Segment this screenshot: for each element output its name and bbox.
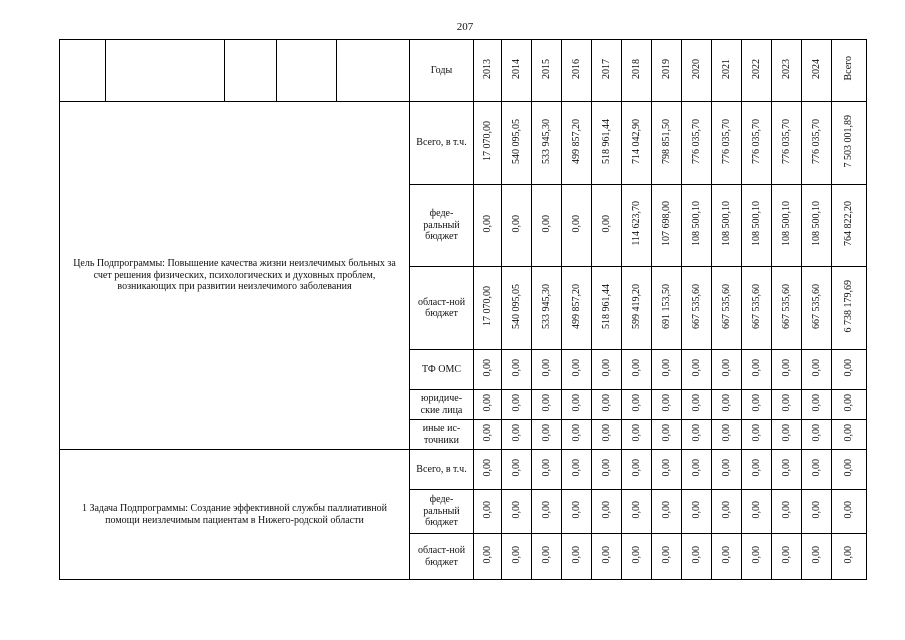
value-cell — [742, 102, 772, 185]
budget-table — [59, 39, 867, 580]
value-text: 0,00 — [843, 546, 854, 564]
value-text: 0,00 — [540, 546, 552, 564]
header-blank-cell — [106, 40, 225, 102]
funding-source: феде-ральный бюджет — [410, 185, 474, 267]
value-text: 0,00 — [690, 359, 702, 377]
value-text: 0,00 — [630, 459, 642, 477]
value-cell — [502, 390, 532, 420]
value-text: 0,00 — [843, 359, 854, 377]
value-cell — [712, 534, 742, 580]
data-row — [60, 102, 867, 185]
value-cell — [802, 185, 832, 267]
value-text: 776 035,70 — [720, 118, 732, 164]
year-label: 2024 — [810, 58, 822, 79]
value-text: 499 857,20 — [570, 283, 582, 329]
value-cell — [742, 534, 772, 580]
value-cell — [772, 350, 802, 390]
value-text: 0,00 — [810, 424, 822, 442]
year-label: 2015 — [540, 58, 552, 79]
year-label: 2017 — [600, 58, 612, 79]
value-text: 0,00 — [690, 501, 702, 519]
value-text: 0,00 — [630, 424, 642, 442]
value-cell — [682, 450, 712, 490]
value-cell — [502, 534, 532, 580]
value-text: 0,00 — [570, 424, 582, 442]
value-text: 0,00 — [481, 394, 493, 412]
value-cell — [592, 420, 622, 450]
value-text: 0,00 — [630, 394, 642, 412]
value-cell — [742, 267, 772, 350]
value-text: 107 698,00 — [660, 201, 672, 247]
value-cell — [742, 450, 772, 490]
value-cell — [832, 450, 867, 490]
value-cell — [652, 185, 682, 267]
value-text: 0,00 — [780, 546, 792, 564]
funding-source: Всего, в т.ч. — [410, 102, 474, 185]
value-text: 0,00 — [780, 501, 792, 519]
value-text: 0,00 — [810, 501, 822, 519]
funding-source: ТФ ОМС — [410, 350, 474, 390]
value-text: 599 419,20 — [630, 283, 642, 329]
value-cell — [802, 490, 832, 534]
value-text: 0,00 — [510, 424, 522, 442]
value-cell — [712, 420, 742, 450]
value-text: 0,00 — [600, 394, 612, 412]
value-cell — [532, 490, 562, 534]
value-cell — [562, 350, 592, 390]
header-blank-cell — [337, 40, 410, 102]
value-cell — [532, 450, 562, 490]
year-label: Всего — [843, 56, 854, 82]
value-cell — [502, 350, 532, 390]
funding-source: област-ной бюджет — [410, 534, 474, 580]
value-cell — [592, 534, 622, 580]
value-cell — [592, 267, 622, 350]
value-cell — [682, 350, 712, 390]
value-cell — [682, 420, 712, 450]
value-text: 0,00 — [481, 546, 493, 564]
years-label: Годы — [410, 40, 474, 102]
value-text: 0,00 — [750, 501, 762, 519]
value-cell — [682, 390, 712, 420]
year-header-cell — [652, 40, 682, 102]
value-text: 0,00 — [600, 424, 612, 442]
value-text: 0,00 — [481, 501, 493, 519]
value-cell — [832, 390, 867, 420]
year-label: 2023 — [780, 58, 792, 79]
value-cell — [532, 534, 562, 580]
value-text: 0,00 — [780, 424, 792, 442]
value-text: 108 500,10 — [810, 201, 822, 247]
value-text: 764 822,20 — [843, 201, 854, 247]
value-cell — [712, 102, 742, 185]
value-cell — [742, 420, 772, 450]
block-title: Цель Подпрограммы: Повышение качества жизни неизлечимых больных за счет решения физических, психологических и духовных проблем, возникающих при развитии неизлечимого заболевания — [60, 102, 410, 450]
value-cell — [532, 350, 562, 390]
header-blank-cell — [60, 40, 106, 102]
value-cell — [474, 267, 502, 350]
value-cell — [712, 450, 742, 490]
value-cell — [802, 450, 832, 490]
value-text: 0,00 — [690, 546, 702, 564]
value-text: 0,00 — [750, 359, 762, 377]
value-cell — [832, 350, 867, 390]
year-label: 2022 — [750, 58, 762, 79]
funding-source: Всего, в т.ч. — [410, 450, 474, 490]
value-text: 667 535,60 — [750, 283, 762, 329]
value-cell — [622, 267, 652, 350]
year-label: 2019 — [660, 58, 672, 79]
value-text: 0,00 — [481, 459, 493, 477]
value-cell — [652, 390, 682, 420]
value-text: 0,00 — [843, 459, 854, 477]
year-header-cell — [562, 40, 592, 102]
value-cell — [622, 102, 652, 185]
value-text: 0,00 — [720, 459, 732, 477]
value-cell — [772, 267, 802, 350]
value-text: 108 500,10 — [720, 201, 732, 247]
year-label: 2016 — [570, 58, 582, 79]
value-text: 0,00 — [690, 394, 702, 412]
year-header-cell — [532, 40, 562, 102]
value-text: 0,00 — [510, 501, 522, 519]
value-text: 0,00 — [600, 546, 612, 564]
value-cell — [562, 102, 592, 185]
value-text: 0,00 — [690, 459, 702, 477]
value-text: 0,00 — [720, 546, 732, 564]
year-header-cell — [622, 40, 652, 102]
value-cell — [622, 390, 652, 420]
value-cell — [474, 534, 502, 580]
value-cell — [592, 390, 622, 420]
value-text: 0,00 — [720, 394, 732, 412]
value-cell — [772, 490, 802, 534]
value-text: 0,00 — [540, 501, 552, 519]
value-cell — [532, 390, 562, 420]
value-text: 0,00 — [570, 501, 582, 519]
value-text: 0,00 — [600, 459, 612, 477]
value-text: 17 070,00 — [481, 121, 493, 162]
value-text: 714 042,90 — [630, 118, 642, 164]
value-text: 0,00 — [630, 359, 642, 377]
value-cell — [592, 102, 622, 185]
value-cell — [802, 350, 832, 390]
value-cell — [622, 450, 652, 490]
value-cell — [592, 490, 622, 534]
value-cell — [712, 267, 742, 350]
value-text: 667 535,60 — [690, 283, 702, 329]
header-blank-cell — [277, 40, 337, 102]
data-row — [60, 450, 867, 490]
value-text: 0,00 — [690, 424, 702, 442]
value-cell — [682, 185, 712, 267]
value-cell — [532, 102, 562, 185]
value-cell — [712, 185, 742, 267]
year-header-cell — [592, 40, 622, 102]
year-header-cell — [712, 40, 742, 102]
value-cell — [622, 490, 652, 534]
value-text: 533 945,30 — [540, 283, 552, 329]
value-cell — [832, 267, 867, 350]
value-text: 0,00 — [720, 501, 732, 519]
value-text: 0,00 — [600, 501, 612, 519]
value-text: 776 035,70 — [780, 118, 792, 164]
value-cell — [832, 420, 867, 450]
value-text: 17 070,00 — [481, 286, 493, 327]
value-text: 0,00 — [570, 546, 582, 564]
value-text: 0,00 — [750, 546, 762, 564]
value-text: 0,00 — [810, 394, 822, 412]
value-cell — [832, 490, 867, 534]
value-text: 0,00 — [660, 459, 672, 477]
value-text: 667 535,60 — [720, 283, 732, 329]
value-text: 540 095,05 — [510, 118, 522, 164]
value-text: 0,00 — [843, 501, 854, 519]
value-text: 0,00 — [481, 215, 493, 233]
value-cell — [592, 450, 622, 490]
value-text: 0,00 — [660, 424, 672, 442]
year-label: 2020 — [690, 58, 702, 79]
value-cell — [652, 102, 682, 185]
value-text: 7 503 001,89 — [843, 115, 854, 168]
year-header-cell — [502, 40, 532, 102]
table-body — [60, 40, 867, 580]
value-text: 0,00 — [750, 424, 762, 442]
value-cell — [682, 267, 712, 350]
value-text: 0,00 — [510, 394, 522, 412]
value-cell — [562, 534, 592, 580]
value-text: 0,00 — [600, 359, 612, 377]
value-cell — [562, 420, 592, 450]
value-text: 0,00 — [570, 394, 582, 412]
value-text: 667 535,60 — [780, 283, 792, 329]
value-cell — [474, 185, 502, 267]
value-text: 0,00 — [481, 424, 493, 442]
value-cell — [802, 534, 832, 580]
value-text: 0,00 — [810, 359, 822, 377]
value-text: 0,00 — [750, 459, 762, 477]
value-cell — [832, 102, 867, 185]
value-text: 499 857,20 — [570, 118, 582, 164]
value-text: 0,00 — [660, 546, 672, 564]
value-cell — [802, 420, 832, 450]
value-text: 108 500,10 — [750, 201, 762, 247]
value-text: 533 945,30 — [540, 118, 552, 164]
value-text: 0,00 — [843, 394, 854, 412]
value-cell — [532, 267, 562, 350]
value-cell — [502, 420, 532, 450]
value-cell — [652, 490, 682, 534]
value-cell — [802, 267, 832, 350]
funding-source: феде-ральный бюджет — [410, 490, 474, 534]
year-header-cell — [682, 40, 712, 102]
value-cell — [562, 490, 592, 534]
value-cell — [682, 534, 712, 580]
value-text: 518 961,44 — [600, 118, 612, 164]
value-cell — [592, 185, 622, 267]
value-text: 108 500,10 — [690, 201, 702, 247]
value-cell — [802, 390, 832, 420]
value-text: 540 095,05 — [510, 283, 522, 329]
year-header-cell — [474, 40, 502, 102]
year-label: 2013 — [481, 58, 493, 79]
value-cell — [474, 420, 502, 450]
value-text: 114 623,70 — [630, 201, 642, 247]
value-text: 0,00 — [810, 546, 822, 564]
value-cell — [772, 185, 802, 267]
value-text: 0,00 — [810, 459, 822, 477]
value-cell — [652, 534, 682, 580]
value-cell — [652, 350, 682, 390]
value-cell — [474, 450, 502, 490]
value-cell — [652, 420, 682, 450]
value-cell — [652, 267, 682, 350]
year-label: 2021 — [720, 58, 732, 79]
header-blank-cell — [225, 40, 277, 102]
value-cell — [742, 185, 772, 267]
value-cell — [742, 390, 772, 420]
value-text: 0,00 — [540, 215, 552, 233]
value-text: 0,00 — [843, 424, 854, 442]
page-number: 207 — [456, 21, 474, 33]
value-cell — [832, 185, 867, 267]
value-text: 0,00 — [660, 359, 672, 377]
value-text: 0,00 — [660, 501, 672, 519]
value-cell — [502, 102, 532, 185]
value-cell — [474, 390, 502, 420]
value-text: 0,00 — [780, 359, 792, 377]
value-cell — [682, 102, 712, 185]
value-text: 691 153,50 — [660, 283, 672, 329]
value-text: 0,00 — [510, 359, 522, 377]
value-text: 0,00 — [510, 546, 522, 564]
value-text: 518 961,44 — [600, 283, 612, 329]
value-cell — [502, 450, 532, 490]
value-cell — [712, 390, 742, 420]
value-cell — [742, 350, 772, 390]
value-text: 0,00 — [570, 359, 582, 377]
value-text: 776 035,70 — [750, 118, 762, 164]
value-text: 0,00 — [570, 459, 582, 477]
value-cell — [562, 390, 592, 420]
year-header-cell — [832, 40, 867, 102]
value-text: 6 738 179,69 — [843, 280, 854, 333]
value-text: 0,00 — [720, 424, 732, 442]
funding-source: област-ной бюджет — [410, 267, 474, 350]
value-text: 0,00 — [600, 215, 612, 233]
value-text: 0,00 — [750, 394, 762, 412]
value-cell — [832, 534, 867, 580]
year-header-cell — [802, 40, 832, 102]
header-row — [60, 40, 867, 102]
value-text: 0,00 — [570, 215, 582, 233]
value-cell — [802, 102, 832, 185]
value-cell — [742, 490, 772, 534]
value-cell — [772, 390, 802, 420]
value-text: 776 035,70 — [690, 118, 702, 164]
value-cell — [652, 450, 682, 490]
value-text: 108 500,10 — [780, 201, 792, 247]
value-cell — [592, 350, 622, 390]
value-cell — [622, 185, 652, 267]
funding-source: юридиче-ские лица — [410, 390, 474, 420]
value-text: 0,00 — [720, 359, 732, 377]
value-cell — [772, 420, 802, 450]
year-header-cell — [742, 40, 772, 102]
value-text: 0,00 — [510, 215, 522, 233]
value-cell — [622, 420, 652, 450]
value-cell — [474, 490, 502, 534]
value-text: 798 851,50 — [660, 118, 672, 164]
value-text: 0,00 — [660, 394, 672, 412]
value-cell — [772, 534, 802, 580]
value-cell — [622, 534, 652, 580]
value-cell — [502, 490, 532, 534]
value-cell — [622, 350, 652, 390]
year-label: 2018 — [630, 58, 642, 79]
value-cell — [772, 450, 802, 490]
value-cell — [474, 102, 502, 185]
block-title: 1 Задача Подпрограммы: Создание эффективной службы паллиативной помощи неизлечимым пациентам в Нижего-родской области — [60, 450, 410, 580]
value-text: 0,00 — [540, 459, 552, 477]
value-cell — [712, 490, 742, 534]
value-cell — [532, 420, 562, 450]
value-cell — [502, 267, 532, 350]
value-cell — [562, 450, 592, 490]
value-cell — [772, 102, 802, 185]
value-text: 776 035,70 — [810, 118, 822, 164]
value-text: 0,00 — [540, 424, 552, 442]
value-text: 0,00 — [630, 546, 642, 564]
value-cell — [562, 267, 592, 350]
value-text: 0,00 — [630, 501, 642, 519]
value-text: 0,00 — [481, 359, 493, 377]
year-label: 2014 — [510, 58, 522, 79]
value-cell — [502, 185, 532, 267]
funding-source: иные ис-точники — [410, 420, 474, 450]
value-text: 0,00 — [540, 394, 552, 412]
value-cell — [474, 350, 502, 390]
value-text: 667 535,60 — [810, 283, 822, 329]
value-cell — [562, 185, 592, 267]
value-text: 0,00 — [540, 359, 552, 377]
value-cell — [712, 350, 742, 390]
year-header-cell — [772, 40, 802, 102]
value-cell — [682, 490, 712, 534]
value-cell — [532, 185, 562, 267]
value-text: 0,00 — [510, 459, 522, 477]
value-text: 0,00 — [780, 459, 792, 477]
value-text: 0,00 — [780, 394, 792, 412]
